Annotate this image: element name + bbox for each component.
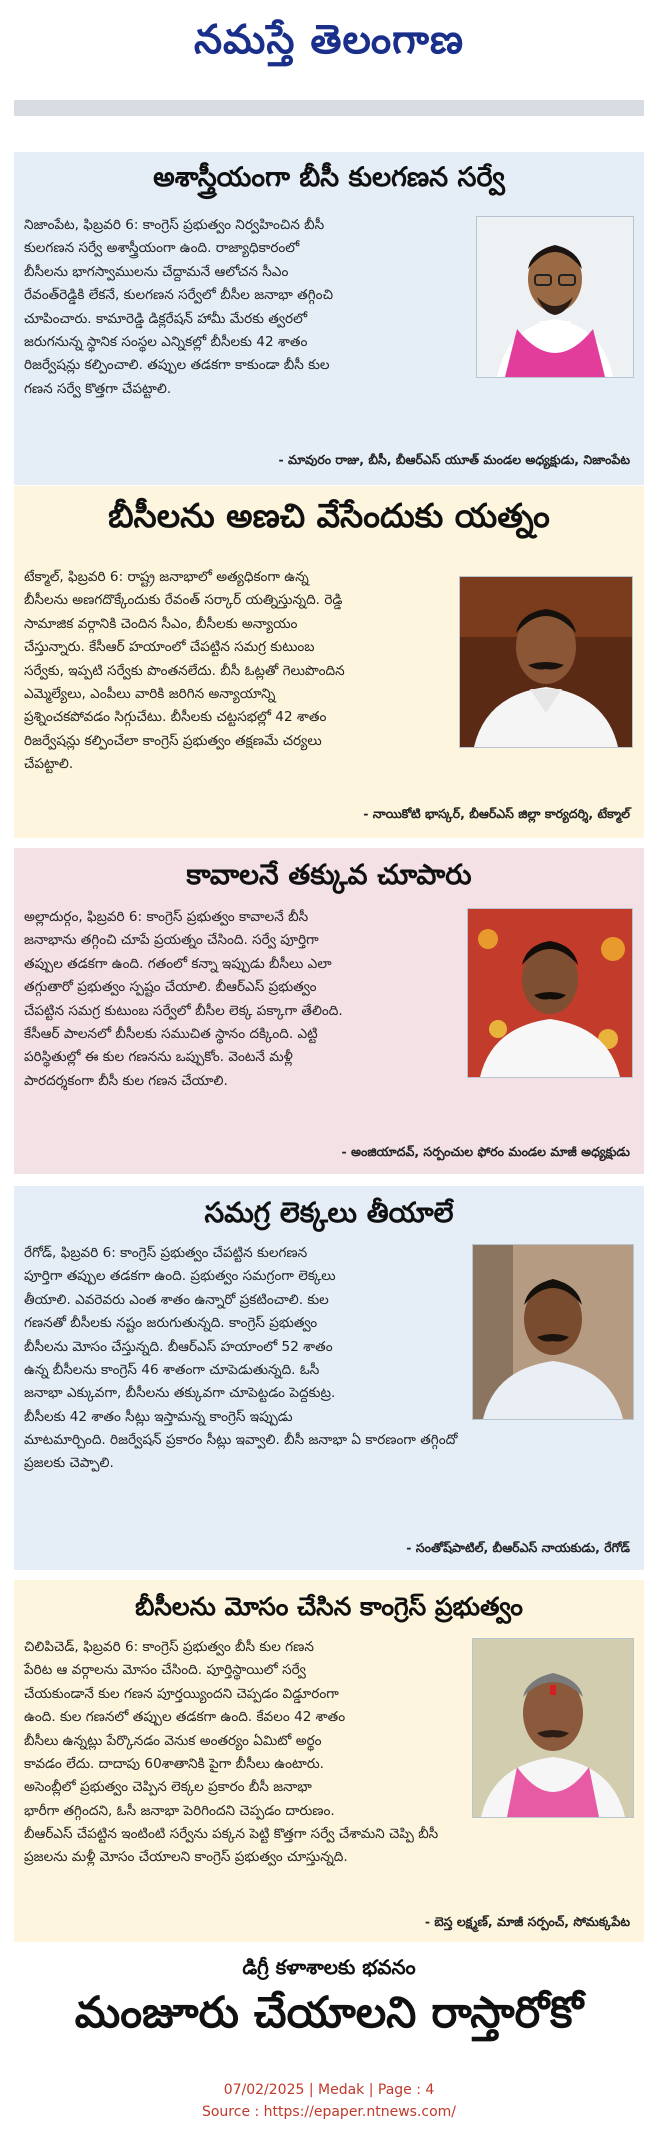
body-line: చిలిపిచెడ్, ఫిబ్రవరి 6: కాంగ్రెస్ ప్రభుత్వం బీసీ కుల గణన xyxy=(24,1639,314,1655)
body-line: తీయాలి. ఎవరెవరు ఎంత శాతం ఉన్నారో ప్రకటించాలి. కుల xyxy=(24,1291,329,1308)
article-5 xyxy=(14,1580,644,1942)
article-4-body-wide xyxy=(24,1429,634,1476)
article-2-body xyxy=(24,566,456,777)
body-line: రేవంత్‌రెడ్డికి లేకనే, కులగణన సర్వేలో బీసీల జనాభా తగ్గించి xyxy=(24,287,333,304)
article-3-byline: - అంజియాదవ్, సర్పంచుల ఫోరం మండల మాజీ అధ్యక్షుడు xyxy=(341,1144,630,1159)
body-line: తప్పుల తడకగా ఉంది. గతంలో కన్నా ఇప్పుడు బీసీలు ఎలా xyxy=(24,955,332,972)
body-line: చేపట్టాలి. xyxy=(24,756,74,773)
body-line: బీసీలను అణగదొక్కేందుకు రేవంత్ సర్కార్ యత్నిస్తున్నది. రెడ్డి xyxy=(24,592,343,609)
body-line: పారదర్శకంగా బీసీ కుల గణన చేయాలి. xyxy=(24,1072,228,1089)
article-1-body xyxy=(24,214,464,401)
body-line: గణనతో బీసీలకు నష్టం జరుగుతున్నది. కాంగ్రెస్ ప్రభుత్వం xyxy=(24,1315,318,1332)
body-line: చేపట్టిన సమగ్ర కుటుంబ సర్వేలో బీసీల లెక్క పక్కాగా తేలింది. xyxy=(24,1002,343,1019)
body-line: ప్రజలను మళ్లీ మోసం చేయాలని కాంగ్రెస్ ప్రభుత్వం చూస్తున్నది. xyxy=(24,1849,348,1866)
article-1-headline: అశాస్త్రీయంగా బీసీ కులగణన సర్వే xyxy=(153,162,505,193)
article-3 xyxy=(14,848,644,1174)
article-3-headline: కావాలనే తక్కువ చూపారు xyxy=(186,858,472,891)
article-3-photo xyxy=(467,908,633,1078)
body-line: బీఆర్ఎస్ చేపట్టిన ఇంటింటి సర్వేను పక్కన పెట్టి కొత్తగా సర్వే చేశామని చెప్పి బీసీ xyxy=(24,1826,439,1842)
body-line: భారీగా తగ్గిందని, ఓసీ జనాభా పెరిగిందని చెప్పడం దారుణం. xyxy=(24,1802,335,1819)
body-line: రిజర్వేషన్లు కల్పించాలి. తప్పుల తడకగా కాకుండా బీసీ కుల xyxy=(24,357,330,374)
article-3-body xyxy=(24,906,464,1093)
body-line: బీసీలు ఉన్నట్లు పేర్కొనడం వెనుక అంతర్యం ఏమిటో అర్థం xyxy=(24,1732,322,1749)
body-line: ఉంది. కుల గణనలో తప్పుల తడకగా ఉంది. కేవలం 42 శాతం xyxy=(24,1709,346,1726)
body-line: రిజర్వేషన్లు కల్పించేలా కాంగ్రెస్ ప్రభుత్వం తక్షణమే చర్యలు xyxy=(24,732,322,749)
body-line: పరిస్థితుల్లో ఈ కుల గణనను ఒప్పుకోం. వెంటనే మళ్లీ xyxy=(24,1049,293,1066)
body-line: బీసీలకు 42 శాతం సీట్లు ఇస్తామన్న కాంగ్రెస్ ఇప్పుడు xyxy=(24,1408,293,1425)
article-4-photo xyxy=(472,1244,634,1420)
body-line: బీసీలను భాగస్వాములను చేద్దామనే ఆలోచన సీఎం xyxy=(24,263,289,280)
article-4-body xyxy=(24,1242,464,1429)
body-line: కావడం లేదు. దాదాపు 60శాతానికి పైగా బీసీలు ఉంటారు. xyxy=(24,1756,324,1773)
body-line: ప్రజలకు చెప్పాలి. xyxy=(24,1455,114,1472)
article-2-headline: బీసీలను అణచి వేసేందుకు యత్నం xyxy=(108,496,550,535)
body-line: టేక్మాల్, ఫిబ్రవరి 6: రాష్ట్ర జనాభాలో అత్యధికంగా ఉన్న xyxy=(24,569,309,585)
body-line: రేగోడ్, ఫిబ్రవరి 6: కాంగ్రెస్ ప్రభుత్వం చేపట్టిన కులగణన xyxy=(24,1245,308,1261)
footer-headline: మంజూరు చేయాలని రాస్తారోకో xyxy=(74,1988,584,2038)
article-5-byline: - బెస్త లక్ష్మణ్, మాజీ సర్పంచ్, సోమక్కపేట xyxy=(424,1914,630,1929)
article-5-photo xyxy=(472,1638,634,1818)
body-line: కులగణన సర్వే అశాస్త్రీయంగా ఉంది. రాజ్యాధికారంలో xyxy=(24,240,300,257)
article-4 xyxy=(14,1186,644,1570)
article-4-byline: - సంతోష్‌పాటిల్, బీఆర్ఎస్ నాయకుడు, రేగోడ్ xyxy=(406,1540,630,1555)
body-line: ఎమ్మెల్యేలు, ఎంపీలు వారికి జరిగిన అన్యాయాన్ని xyxy=(24,686,276,703)
body-line: చేయకుండానే కుల గణన పూర్తయ్యిందని చెప్పడం విడ్డూరంగా xyxy=(24,1685,339,1702)
article-5-body xyxy=(24,1636,464,1823)
body-line: చూపించారు. కామారెడ్డి డిక్లరేషన్ హామీ మేరకు త్వరలో xyxy=(24,310,308,327)
body-line: బీసీలను మోసం చేస్తున్నది. బీఆర్ఎస్ హయాంలో 52 శాతం xyxy=(24,1338,333,1355)
article-5-headline: బీసీలను మోసం చేసిన కాంగ్రెస్ ప్రభుత్వం xyxy=(135,1592,523,1621)
article-2-byline: - నాయికోటి భాస్కర్, బీఆర్ఎస్ జిల్లా కార్యదర్శి, టేక్మాల్ xyxy=(363,806,630,821)
body-line: గణన సర్వే కొత్తగా చేపట్టాలి. xyxy=(24,380,172,397)
body-line: జనాభా ఎక్కువగా, బీసీలను తక్కువగా చూపెట్టడం పెద్దకుట్ర. xyxy=(24,1385,336,1402)
newspaper-logo: నమస్తే తెలంగాణ xyxy=(193,15,465,63)
body-line: నిజాంపేట, ఫిబ్రవరి 6: కాంగ్రెస్ ప్రభుత్వం నిర్వహించిన బీసీ xyxy=(24,217,325,233)
body-line: పేరిట ఆ వర్గాలను మోసం చేసింది. పూర్తిస్థాయిలో సర్వే xyxy=(24,1662,306,1679)
article-1 xyxy=(14,152,644,485)
masthead xyxy=(0,0,658,88)
source-link[interactable]: Source : https://epaper.ntnews.com/ xyxy=(201,2104,457,2120)
masthead-divider xyxy=(14,100,644,116)
article-1-photo xyxy=(476,216,634,378)
body-line: పూర్తిగా తప్పుల తడకగా ఉంది. ప్రభుత్వం సమగ్రంగా లెక్కలు xyxy=(24,1268,336,1285)
article-2 xyxy=(14,486,644,838)
edition-date-line: 07/02/2025 | Medak | Page : 4 xyxy=(223,2082,435,2098)
body-line: సర్వేకు, ఇప్పటి సర్వేకు పొంతనలేదు. బీసీ ఓట్లతో గెలుపొందిన xyxy=(24,662,345,679)
article-1-byline: - మావురం రాజు, బీసీ, బీఆర్ఎస్ యూత్ మండల అధ్యక్షుడు, నిజాంపేట xyxy=(278,452,630,467)
body-line: మాటమార్చింది. రిజర్వేషన్ ప్రకారం సీట్లు ఇవ్వాలి. బీసీ జనాభా ఏ కారణంగా తగ్గిందో xyxy=(24,1432,458,1448)
body-line: కేసీఆర్ పాలనలో బీసీలకు సముచిత స్థానం దక్కింది. ఎట్టి xyxy=(24,1026,318,1043)
body-line: అల్లాదుర్గం, ఫిబ్రవరి 6: కాంగ్రెస్ ప్రభుత్వం కావాలనే బీసీ xyxy=(24,909,309,925)
body-line: ప్రశ్నించకపోవడం సిగ్గుచేటు. బీసీలకు చట్టసభల్లో 42 శాతం xyxy=(24,709,327,726)
footer-subheadline: డిగ్రీ కళాశాలకు భవనం xyxy=(242,1955,416,1979)
article-2-photo xyxy=(459,576,633,748)
body-line: సామాజిక వర్గానికి చెందిన సీఎం, బీసీలకు అన్యాయం xyxy=(24,615,298,632)
body-line: ఉన్న బీసీలను కాంగ్రెస్ 46 శాతంగా చూపెడుతున్నది. ఓసీ xyxy=(24,1362,320,1379)
body-line: జనాభాను తగ్గించి చూపే ప్రయత్నం చేసింది. సర్వే పూర్తిగా xyxy=(24,932,319,949)
article-4-headline: సమగ్ర లెక్కలు తీయాలే xyxy=(204,1196,454,1229)
body-line: తగ్గుతారో ప్రభుత్వం స్పష్టం చేయాలి. బీఆర్ఎస్ ప్రభుత్వం xyxy=(24,979,317,996)
body-line: జరుగనున్న స్థానిక సంస్థల ఎన్నికల్లో బీసీలకు 42 శాతం xyxy=(24,334,308,351)
body-line: అసెంబ్లీలో ప్రభుత్వం చెప్పిన లెక్కల ప్రకారం బీసీ జనాభా xyxy=(24,1779,312,1796)
body-line: చేస్తున్నారు. కేసీఆర్ హయాంలో చేపట్టిన సమగ్ర కుటుంబ xyxy=(24,639,315,656)
article-5-body-wide xyxy=(24,1823,634,1870)
